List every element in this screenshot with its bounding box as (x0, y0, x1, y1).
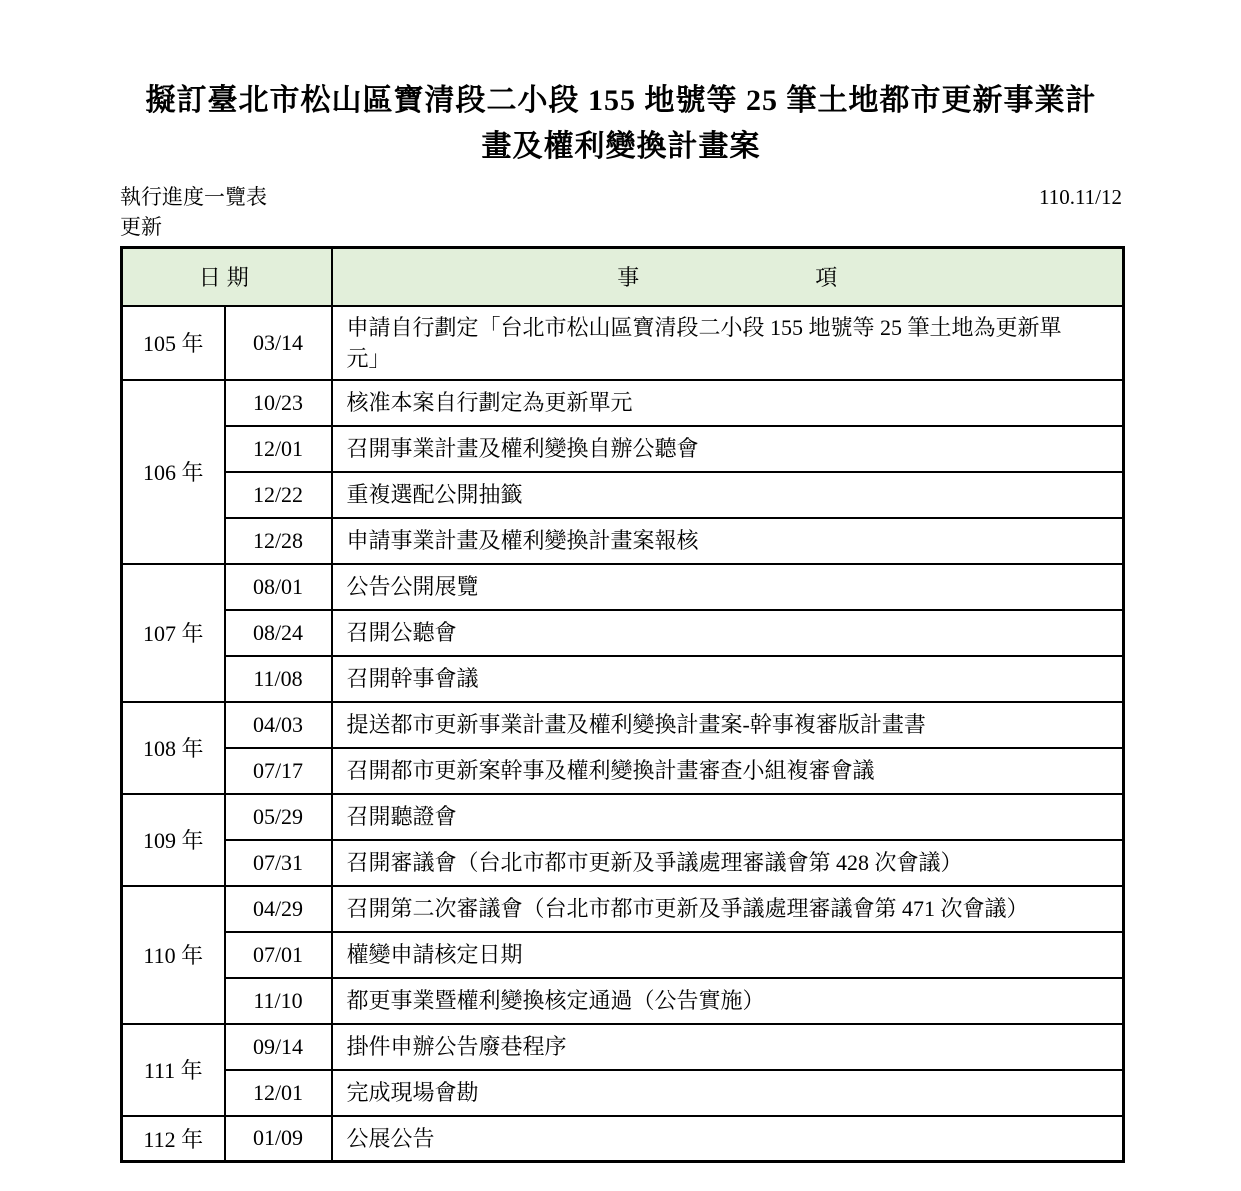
item-cell: 召開公聽會 (332, 610, 1124, 656)
item-cell: 申請事業計畫及權利變換計畫案報核 (332, 518, 1124, 564)
table-row (122, 564, 1124, 610)
date-cell: 03/14 (225, 306, 332, 380)
item-cell: 召開事業計畫及權利變換自辦公聽會 (332, 426, 1124, 472)
document-title-line2: 畫及權利變換計畫案 (481, 130, 761, 163)
year-cell: 108 年 (122, 702, 225, 794)
table-row (122, 426, 1124, 472)
item-cell: 召開聽證會 (332, 794, 1124, 840)
date-cell: 08/24 (225, 610, 332, 656)
item-cell: 提送都市更新事業計畫及權利變換計畫案-幹事複審版計畫書 (332, 702, 1124, 748)
table-row (122, 610, 1124, 656)
item-cell: 核准本案自行劃定為更新單元 (332, 380, 1124, 426)
item-cell: 公展公告 (332, 1116, 1124, 1162)
date-cell: 07/31 (225, 840, 332, 886)
date-cell: 11/10 (225, 978, 332, 1024)
document-title-line1: 擬訂臺北市松山區寶清段二小段 155 地號等 25 筆土地都市更新事業計 (145, 84, 1097, 117)
table-row (122, 472, 1124, 518)
table-row (122, 978, 1124, 1024)
column-header-item: 事 項 (332, 248, 1124, 306)
item-cell: 公告公開展覽 (332, 564, 1124, 610)
subheader (120, 182, 1122, 242)
date-cell: 12/01 (225, 426, 332, 472)
item-cell: 掛件申辦公告廢巷程序 (332, 1024, 1124, 1070)
item-cell: 重複選配公開抽籤 (332, 472, 1124, 518)
progress-table (120, 246, 1125, 1163)
date-cell: 01/09 (225, 1116, 332, 1162)
update-label: 更新 (120, 215, 162, 239)
table-row (122, 656, 1124, 702)
year-cell: 109 年 (122, 794, 225, 886)
date-cell: 10/23 (225, 380, 332, 426)
table-row (122, 794, 1124, 840)
date-cell: 09/14 (225, 1024, 332, 1070)
year-cell: 106 年 (122, 380, 225, 564)
table-row (122, 1116, 1124, 1162)
table-row (122, 748, 1124, 794)
item-cell: 召開審議會（台北市都市更新及爭議處理審議會第 428 次會議） (332, 840, 1124, 886)
table-row (122, 306, 1124, 380)
column-header-date: 日期 (122, 248, 332, 306)
update-date: 110.11/12 (1038, 185, 1122, 209)
header-row (122, 248, 1124, 306)
table-row (122, 886, 1124, 932)
year-cell: 110 年 (122, 886, 225, 1024)
date-cell: 08/01 (225, 564, 332, 610)
date-cell: 04/29 (225, 886, 332, 932)
year-cell: 112 年 (122, 1116, 225, 1162)
date-cell: 05/29 (225, 794, 332, 840)
date-cell: 12/22 (225, 472, 332, 518)
progress-list-label: 執行進度一覽表 (120, 185, 267, 209)
document-title (120, 0, 1122, 170)
year-cell: 107 年 (122, 564, 225, 702)
item-cell: 召開都市更新案幹事及權利變換計畫審查小組複審會議 (332, 748, 1124, 794)
table-row (122, 932, 1124, 978)
table-row (122, 1024, 1124, 1070)
date-cell: 11/08 (225, 656, 332, 702)
item-cell: 召開幹事會議 (332, 656, 1124, 702)
item-cell: 完成現場會勘 (332, 1070, 1124, 1116)
date-cell: 12/01 (225, 1070, 332, 1116)
year-cell: 105 年 (122, 306, 225, 380)
table-row (122, 518, 1124, 564)
table-row (122, 1070, 1124, 1116)
item-cell: 召開第二次審議會（台北市都市更新及爭議處理審議會第 471 次會議） (332, 886, 1124, 932)
date-cell: 04/03 (225, 702, 332, 748)
date-cell: 07/17 (225, 748, 332, 794)
item-cell: 都更事業暨權利變換核定通過（公告實施） (332, 978, 1124, 1024)
table-row (122, 380, 1124, 426)
year-cell: 111 年 (122, 1024, 225, 1116)
item-cell: 申請自行劃定「台北市松山區寶清段二小段 155 地號等 25 筆土地為更新單元」 (332, 306, 1124, 380)
table-row (122, 702, 1124, 748)
item-cell: 權變申請核定日期 (332, 932, 1124, 978)
document-page (120, 0, 1122, 1163)
date-cell: 07/01 (225, 932, 332, 978)
table-row (122, 840, 1124, 886)
date-cell: 12/28 (225, 518, 332, 564)
